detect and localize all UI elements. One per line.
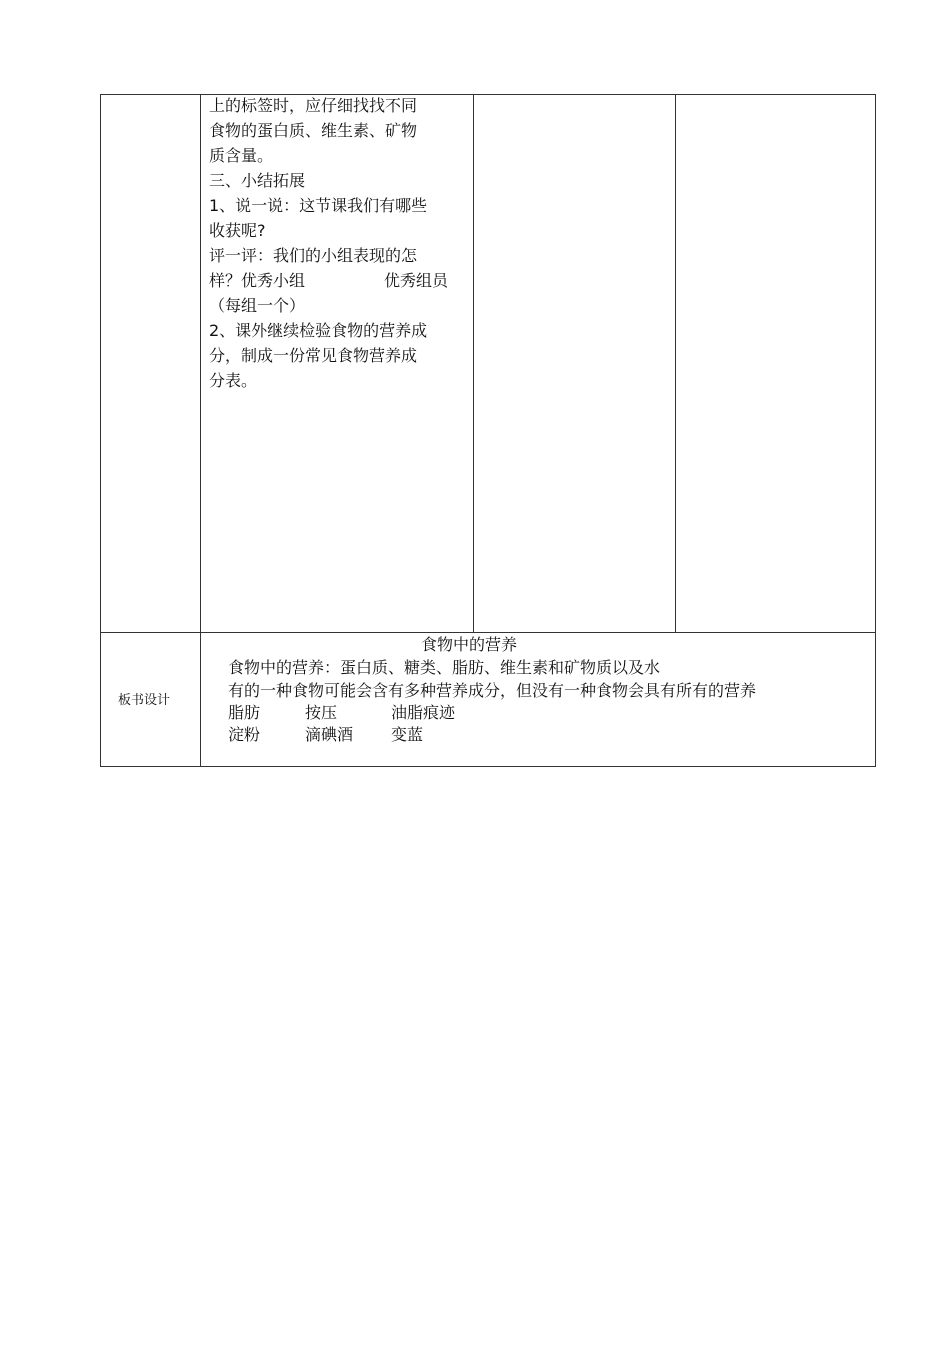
board-design-label: 板书设计 xyxy=(118,693,171,708)
board-line-2: 有的一种食物可能会含有多种营养成分，但没有一种食物会具有所有的营养 xyxy=(228,681,757,700)
board-row3-item: 油脂痕迹 xyxy=(391,703,456,722)
lesson-line: （每组一个） xyxy=(209,296,306,315)
lesson-line: 2、课外继续检验食物的营养成 xyxy=(209,321,428,340)
lesson-content-cell xyxy=(209,93,471,393)
board-row3-item: 脂肪 xyxy=(228,703,261,722)
board-row3-item: 按压 xyxy=(305,703,338,722)
lesson-line: 分表。 xyxy=(209,371,258,390)
excellent-group-text: 样？优秀小组 xyxy=(209,271,306,290)
column-divider-1 xyxy=(200,95,201,766)
row-divider xyxy=(101,632,875,633)
board-row4-item: 变蓝 xyxy=(391,725,424,744)
lesson-line: 上的标签时，应仔细找找不同 xyxy=(209,96,418,115)
lesson-line: 评一评：我们的小组表现的怎 xyxy=(209,246,418,265)
excellent-member-text: 优秀组员 xyxy=(384,271,449,290)
lesson-line: 质含量。 xyxy=(209,146,274,165)
board-title: 食物中的营养 xyxy=(421,635,518,654)
lesson-plan-table xyxy=(100,94,876,767)
lesson-line: 1、说一说：这节课我们有哪些 xyxy=(209,196,428,215)
lesson-line: 食物的蛋白质、维生素、矿物 xyxy=(209,121,418,140)
lesson-line: 收获呢? xyxy=(209,221,266,240)
lesson-line: 三、小结拓展 xyxy=(209,171,306,190)
column-divider-3 xyxy=(675,95,676,632)
board-row4-item: 滴碘酒 xyxy=(305,725,354,744)
board-row4-item: 淀粉 xyxy=(228,725,261,744)
column-divider-2 xyxy=(473,95,474,632)
board-line-1: 食物中的营养：蛋白质、糖类、脂肪、维生素和矿物质以及水 xyxy=(228,658,661,677)
lesson-line xyxy=(209,268,471,293)
lesson-line: 分，制成一份常见食物营养成 xyxy=(209,346,418,365)
